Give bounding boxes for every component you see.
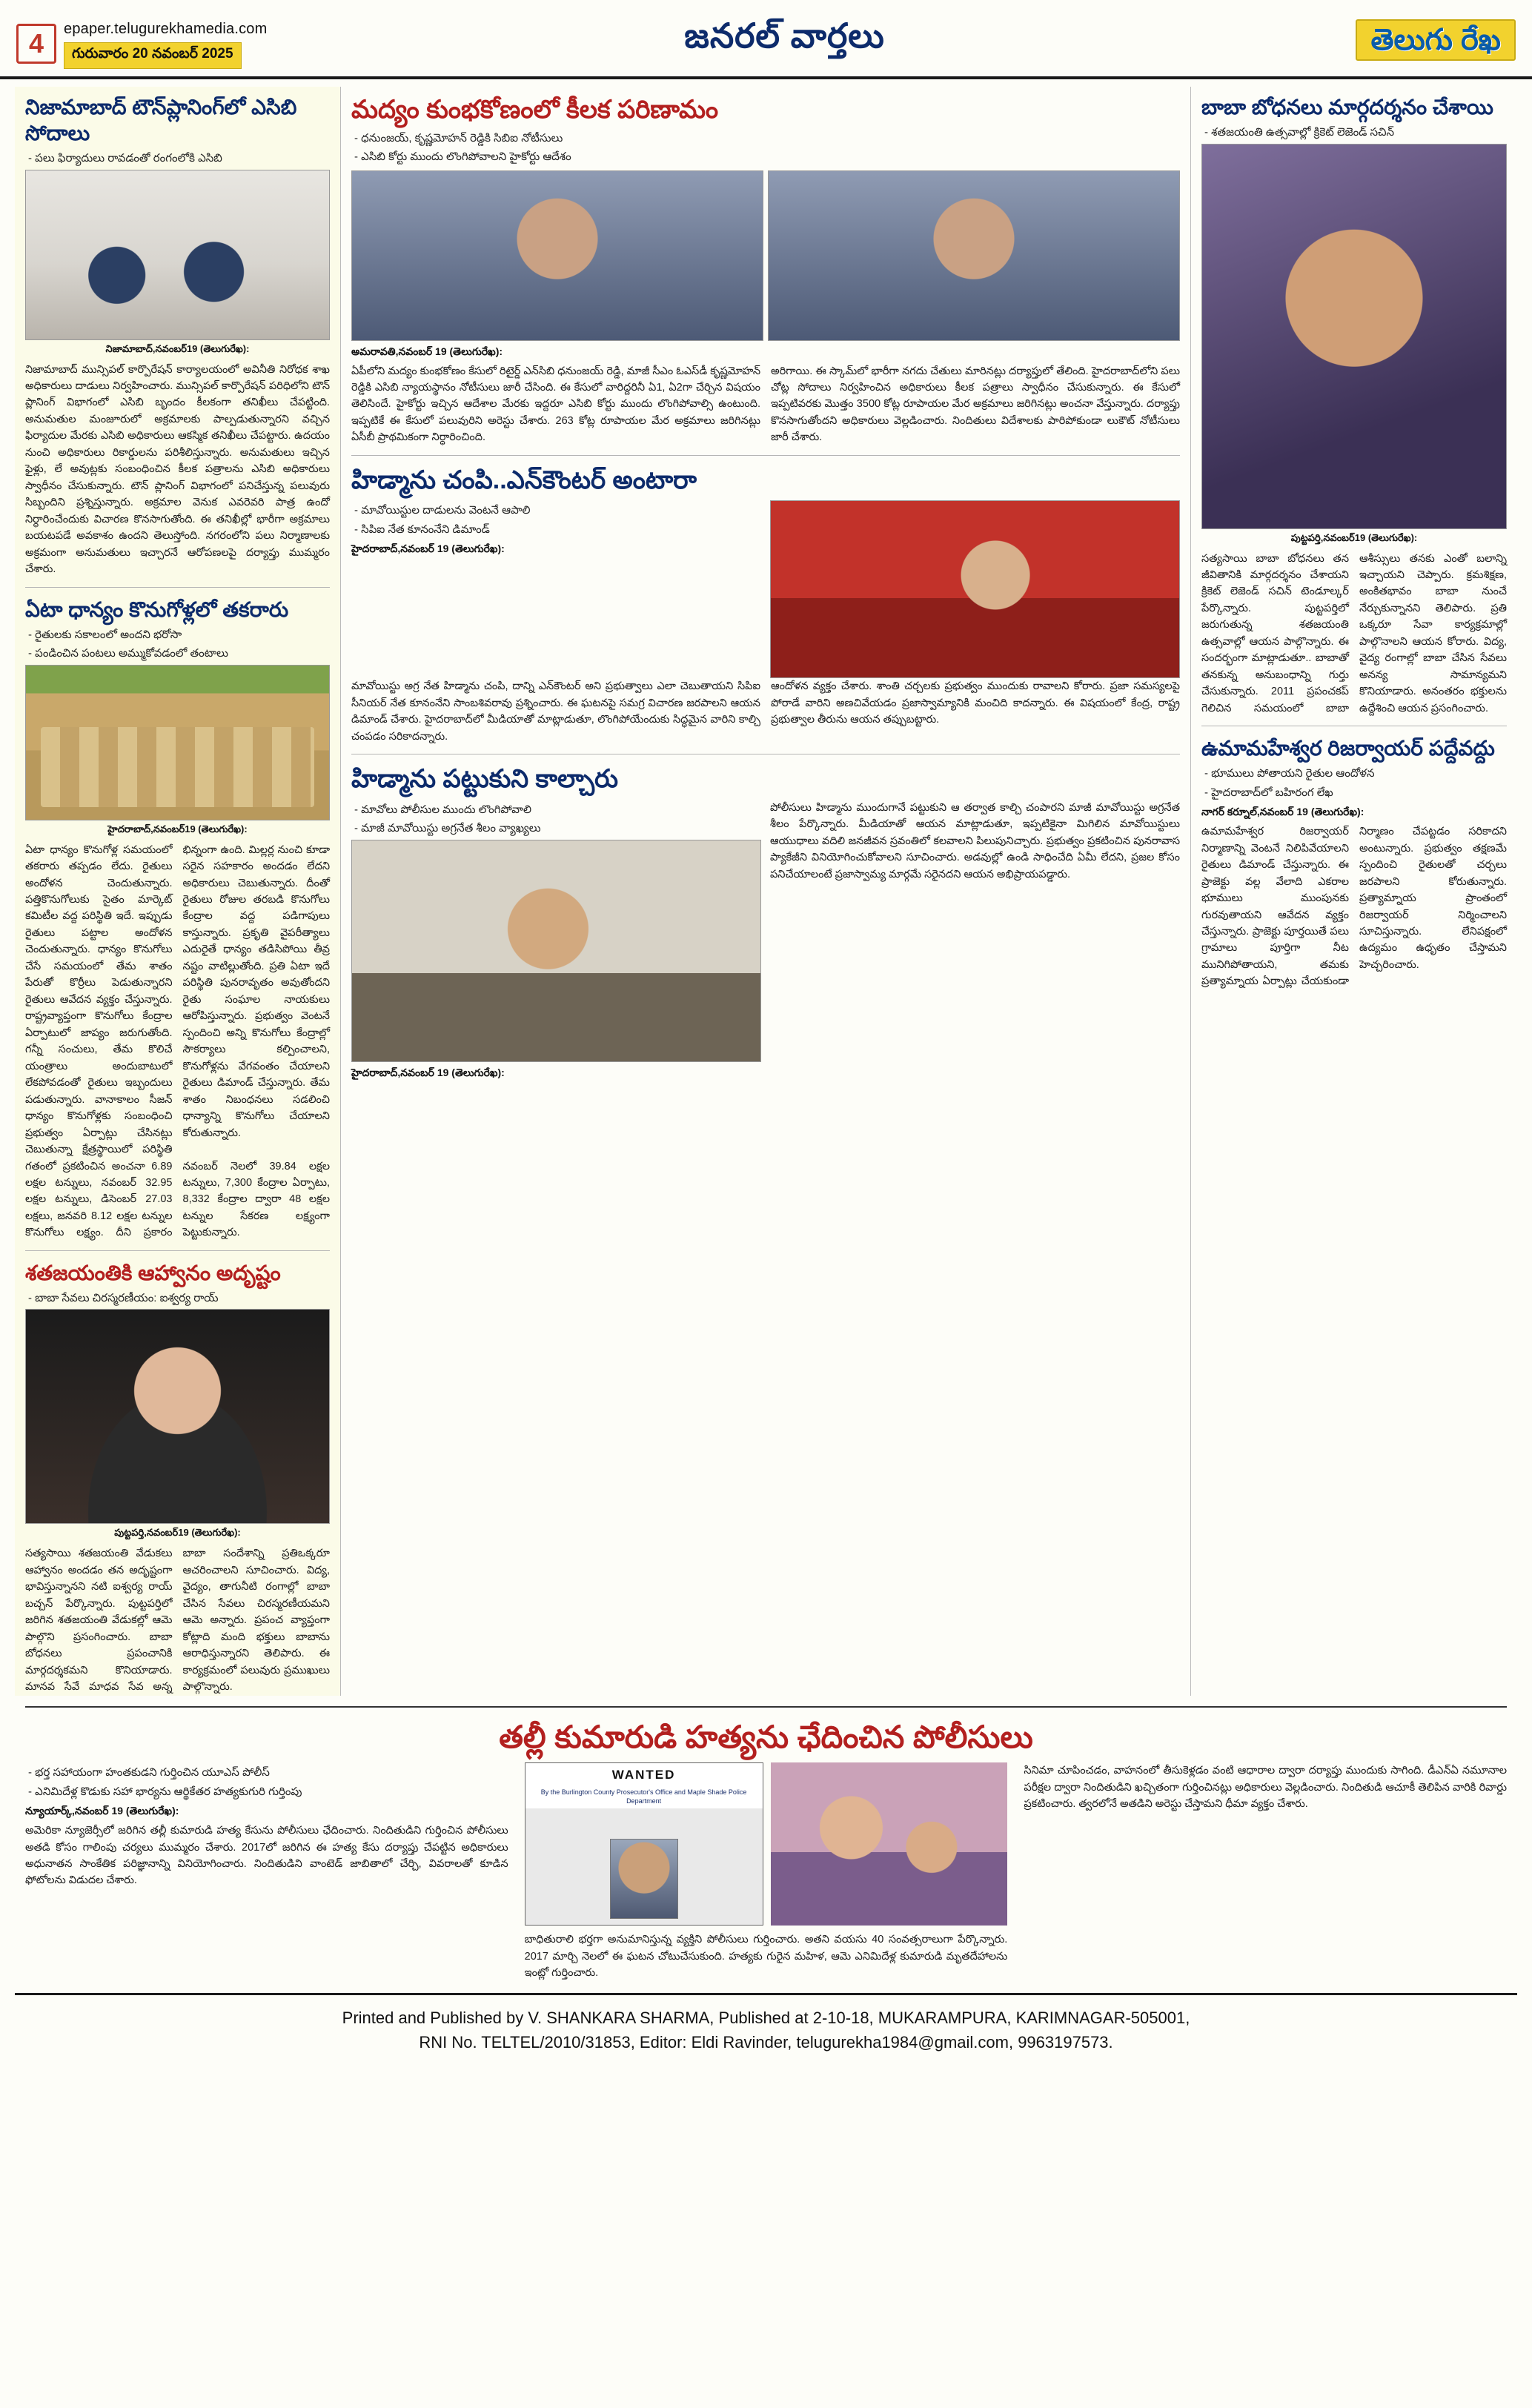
- page-number: 4: [16, 24, 56, 64]
- murder-col-3: [1024, 1762, 1507, 1981]
- article-subhead: - మావోయిస్టుల దాడులను వెంటనే ఆపాలి: [351, 503, 761, 520]
- masthead-center: [372, 10, 1197, 69]
- divider: [25, 1706, 1507, 1708]
- photo-aishwarya-rai: [25, 1309, 330, 1524]
- article-body: నిజామాబాద్ మున్సిపల్ కార్పొరేషన్ కార్యాలయంలో అవినీతి నిరోధక శాఖ అధికారులు దాడులు నిర్వహించారు. మున్సిపల్ కార్పొరేషన్ పరిధిలోని టౌన్ ప్లానింగ్ విభాగంలో ఎసిబి బృందం కీలకంగా తనిఖీలు చేపట్టింది. అనుమతుల మంజూరులో అక్రమాలకు పాల్పడుతున్నారని వచ్చిన ఫిర్యాదుల మేరకు ఎసిబి అధికారులు ఆకస్మిక తనిఖీలు చేపట్టారు. ఉదయం నుంచి అధికారులు రికార్డులను పరిశీలిస్తున్నారు. అనుమతులు ఇచ్చిన ఫైళ్లు, లే అవుట్లకు సంబంధించిన కీలక పత్రాలను ఎసిబి అధికారులు స్వాధీనం చేసుకున్నారు. టౌన్ ప్లానింగ్ విభాగంలో పనిచేస్తున్న పలువురు సిబ్బందిని ప్రశ్నిస్తున్నారు. అక్రమాల వెనుక ఎవరెవరి పాత్ర ఉందో నిర్ధారించేందుకు విచారణ కొనసాగుతోంది. ఈ తనిఖీల్లో భారీగా అక్రమాలు బయటపడే అవకాశం ఉందని తెలుస్తోంది. నగరంలోని పలు నిర్మాణాలకు అక్రమంగా అనుమతులు ఇచ్చారనే ఆరోపణలపై దర్యాప్తు ముమ్మరం చేశారు.: [25, 363, 330, 576]
- article-body: ఉమామహేశ్వర రిజర్వాయర్ నిర్మాణాన్ని వెంటనే నిలిపివేయాలని రైతులు డిమాండ్ చేస్తున్నారు. ఈ ప్రాజెక్టు వల్ల వేలాది ఎకరాల భూములు ముంపునకు గురవుతాయని ఆవేదన వ్యక్తం చేస్తున్నారు. ప్రాజెక్టు పూర్తయితే పలు గ్రామాలు పూర్తిగా నీట మునిగిపోతాయని, తమకు ప్రత్యామ్నాయ ఏర్పాట్లు చేయకుండా నిర్మాణం చేపట్టడం సరికాదని అంటున్నారు. ప్రభుత్వం తక్షణమే స్పందించి రైతులతో చర్చలు జరపాలని కోరుతున్నారు. ప్రత్యామ్నాయ ప్రాంతంలో రిజర్వాయర్ నిర్మించాలని సూచిస్తున్నారు. లేనిపక్షంలో ఉద్యమం ఉధృతం చేస్తామని హెచ్చరించారు.: [1201, 826, 1507, 988]
- photo-caption: పుట్టపర్తి,నవంబర్19 (తెలుగురేఖ):: [1290, 531, 1418, 543]
- article-subhead: - హైదరాబాద్‌లో బహిరంగ లేఖ: [1201, 785, 1507, 802]
- page-content: [0, 79, 1532, 1696]
- article-subhead: - ఎసిబి కోర్టు ముందు లొంగిపోవాలని హైకోర్టు ఆదేశం: [351, 149, 1180, 166]
- article-subhead: - పలు ఫిర్యాదులు రావడంతో రంగంలోకి ఎసిబి: [25, 150, 330, 168]
- article-body: పోలీసులు హిడ్మాను ముందుగానే పట్టుకుని ఆ తర్వాత కాల్చి చంపారని మాజీ మావోయిస్టు అగ్రనేత శీలం పేర్కొన్నారు. మీడియాతో ఆయన మాట్లాడుతూ, ఇప్పటికైనా మిగిలిన మావోయిస్టులు ఆయుధాలు వదిలి జనజీవన స్రవంతిలో కలవాలని పిలుపునిచ్చారు. ప్రభుత్వం ప్రకటించిన పునరావాస ప్యాకేజీని వినియోగించుకోవాలని సూచించారు. అడవుల్లో ఉండి సాధించేది ఏమీ లేదని, ప్రజల కోసం పనిచేయాలంటే ప్రజాస్వామ్య మార్గమే సరైనదని ఆయన అభిప్రాయపడ్డారు.: [770, 801, 1180, 880]
- article-headline: నిజామాబాద్ టౌన్‌ప్లానింగ్‌లో ఎసిబి సోదాలు: [25, 96, 297, 145]
- masthead: [0, 0, 1532, 79]
- article-headline: బాబా బోధనలు మార్గదర్శనం చేశాయి: [1201, 96, 1493, 119]
- article-subhead: - భర్త సహాయంగా హంతకుడని గుర్తించిన యూఎస్ పోలీస్: [25, 1765, 508, 1782]
- article-body-stats: గతంలో ప్రకటించిన అంచనా 6.89 లక్షల టన్నులు, నవంబర్ 32.95 లక్షల టన్నులు, డిసెంబర్ 27.03 లక్షలు, జనవరి 8.12 లక్షల టన్నుల కొనుగోలు లక్ష్యం. దీని ప్రకారం నవంబర్ నెలలో 39.84 లక్షల టన్నులు, 7,300 కేంద్రాల ఏర్పాటు, 8,332 కేంద్రాల ద్వారా 48 లక్షల టన్నుల సేకరణ లక్ష్యంగా పెట్టుకున్నారు.: [25, 1160, 330, 1239]
- article-headline: హిడ్మాను పట్టుకుని కాల్చారు: [351, 765, 619, 794]
- photo-cpi-leader: [770, 500, 1180, 678]
- article-subhead: - ధనుంజయ్, కృష్ణమోహన్ రెడ్డికి సిబిఐ నోటీసులు: [351, 130, 1180, 147]
- publication-logo-text: తెలుగు రేఖ: [1370, 23, 1501, 56]
- photo-paddy-bags: [25, 665, 330, 820]
- article-headline: హిడ్మాను చంపి..ఎన్‌కౌంటర్ అంటారా: [351, 465, 697, 494]
- photo-caption: పుట్టపర్తి,నవంబర్19 (తెలుగురేఖ):: [114, 1527, 241, 1539]
- article-subhead: - మాజీ మావోయిస్టు అగ్రనేత శీలం వ్యాఖ్యలు: [351, 820, 761, 838]
- photo-interview: [351, 840, 761, 1062]
- article-subhead: - భూములు పోతాయని రైతుల ఆందోళన: [1201, 766, 1507, 783]
- photo-sachin-tendulkar: [1201, 144, 1507, 529]
- article-satajayanti-invitation: [25, 1260, 330, 1696]
- article-headline: శతజయంతికి ఆహ్వానం అదృష్టం: [25, 1261, 281, 1284]
- article-dateline: హైదరాబాద్,నవంబర్ 19 (తెలుగురేఖ):: [351, 1066, 505, 1078]
- masthead-left: [16, 10, 365, 69]
- article-uma-reservoir: [1201, 735, 1507, 990]
- article-paddy-procurement: [25, 597, 330, 1241]
- masthead-right: [1204, 10, 1516, 69]
- epaper-website: epaper.telugurekhamedia.com: [64, 21, 268, 37]
- article-liquor-scam: [351, 94, 1180, 446]
- article-body: ఏటా ధాన్యం కొనుగోళ్ల సమయంలో తకరారు తప్పడం లేదు. రైతులు అందోళన చెందుతున్నారు. పత్తికొనుగోలుకు సైతం మార్కెట్ కమిటీల వద్ద పరిస్థితి ఇదే. ఇప్పుడు రైతులు పట్టాల అందోళన చెందుతున్నారు. ధాన్యం కొనుగోలు చేసే సమయంలో తేమ శాతం పేరుతో కొర్రీలు పెడుతున్నారని రైతులు ఆవేదన వ్యక్తం చేస్తున్నారు. రాష్ట్రవ్యాప్తంగా కొనుగోలు కేంద్రాల ఏర్పాటులో జాప్యం జరుగుతోంది. గన్నీ సంచులు, తేమ కొలిచే యంత్రాలు అందుబాటులో లేకపోవడంతో రైతులు ఇబ్బందులు పడుతున్నారు. వానాకాలం సీజన్ ధాన్యం కొనుగోళ్లకు సంబంధించి ప్రభుత్వం ఏర్పాట్లు చేసినట్లు చెబుతున్నా క్షేత్రస్థాయిలో పరిస్థితి భిన్నంగా ఉంది. మిల్లర్ల నుంచి కూడా సరైన సహకారం అందడం లేదని అధికారులు చెబుతున్నారు. దీంతో రైతులు రోజుల తరబడి కొనుగోలు కేంద్రాల వద్ద పడిగాపులు కాస్తున్నారు. ప్రకృతి వైపరీత్యాలు ఎదురైతే ధాన్యం తడిసిపోయి తీవ్ర నష్టం వాటిల్లుతోంది. ప్రతి ఏటా ఇదే పరిస్థితి పునరావృతం అవుతోందని రైతు సంఘాల నాయకులు ఆరోపిస్తున్నారు. ప్రభుత్వం వెంటనే స్పందించి అన్ని కొనుగోలు కేంద్రాల్లో సౌకర్యాలు కల్పించాలని, కొనుగోళ్లను వేగవంతం చేయాలని రైతులు డిమాండ్ చేస్తున్నారు. తేమ శాతం నిబంధనలు సడలించి ధాన్యాన్ని కొనుగోలు చేయాలని కోరుతున్నారు.: [25, 843, 330, 1156]
- divider: [351, 455, 1180, 456]
- article-dateline: న్యూయార్క్,నవంబర్ 19 (తెలుగురేఖ):: [25, 1805, 179, 1817]
- article-headline: ఏటా ధాన్యం కొనుగోళ్లలో తకరారు: [25, 597, 289, 621]
- photo-victims-family: [771, 1762, 1008, 1926]
- article-body-part1: అమెరికా న్యూజెర్సీలో జరిగిన తల్లీ కుమారుడి హత్య కేసును పోలీసులు ఛేదించారు. నిందితుడిని గుర్తించిన పోలీసులు అతడి కోసం గాలింపు చర్యలు ముమ్మరం చేశారు. 2017లో జరిగిన ఈ హత్య కేసు దర్యాప్తు చేపట్టిన అధికారులు అధునాతన సాంకేతిక పరిజ్ఞానాన్ని వినియోగించారు. నిందితుడిని వాంటెడ్ జాబితాలో చేర్చి, వివరాలతో కూడిన ఫోటోలను విడుదల చేశారు.: [25, 1825, 508, 1887]
- article-body-part3: సినిమా చూపించడం, వాహనంలో తీసుకెళ్లడం వంటి ఆధారాల ద్వారా దర్యాప్తు ముందుకు సాగింది. డీఎన్ఏ నమూనాల పరీక్షల ద్వారా నిందితుడిని ఖచ్చితంగా గుర్తించినట్లు అధికారులు వెల్లడించారు. నిందితుడి ఆచూకీ తెలిపిన వారికి రివార్డు ప్రకటించారు. త్వరలోనే అతడిని అరెస్టు చేస్తామని ధీమా వ్యక్తం చేశారు.: [1024, 1765, 1507, 1810]
- divider: [25, 1250, 330, 1251]
- photo-caption: నిజామాబాద్,నవంబర్19 (తెలుగురేఖ):: [105, 342, 250, 354]
- article-dateline: నాగర్ కర్నూల్,నవంబర్ 19 (తెలుగురేఖ):: [1201, 806, 1364, 818]
- photo-wanted-poster: [525, 1762, 763, 1926]
- wanted-poster-subtitle: By the Burlington County Prosecutor's Office and Maple Shade Police Department: [540, 1788, 747, 1805]
- photo-accused-pair: [351, 170, 1180, 341]
- section-title: జనరల్ వార్తలు: [684, 16, 885, 55]
- article-hidma-encounter: [351, 465, 1180, 745]
- right-column: [1191, 87, 1517, 1696]
- article-body: సత్యసాయి శతజయంతి వేడుకలు ఆహ్వానం అందడం తన అదృష్టంగా భావిస్తున్నానని నటి ఐశ్వర్య రాయ్ బచ్చన్ పేర్కొన్నారు. పుట్టపర్తిలో జరిగిన శతజయంతి వేడుకల్లో ఆమె పాల్గొని ప్రసంగించారు. బాబా బోధనలు ప్రపంచానికి మార్గదర్శకమని కొనియాడారు. మానవ సేవే మాధవ సేవ అన్న బాబా సందేశాన్ని ప్రతిఒక్కరూ ఆచరించాలని సూచించారు. విద్య, వైద్యం, తాగునీటి రంగాల్లో బాబా చేసిన సేవలు చిరస్మరణీయమని ఆమె అన్నారు. ప్రపంచ వ్యాప్తంగా కోట్లాది మంది భక్తులు బాబాను ఆరాధిస్తున్నారని తెలిపారు. ఈ కార్యక్రమంలో పలువురు ప్రముఖులు పాల్గొన్నారు.: [25, 1548, 330, 1694]
- photo-row-accused: [351, 170, 1180, 341]
- article-headline: తల్లీ కుమారుడి హత్యను ఛేదించిన పోలీసులు: [499, 1719, 1033, 1754]
- publication-logo: [1356, 19, 1516, 61]
- article-subhead: - రైతులకు సకాలంలో అందని భరోసా: [25, 627, 330, 644]
- left-column: [15, 87, 341, 1696]
- article-dateline: అమరావతి,నవంబర్ 19 (తెలుగురేఖ):: [351, 345, 503, 357]
- photo-acb-raid: [25, 170, 330, 340]
- article-nizamabad-acb: [25, 94, 330, 578]
- divider: [25, 587, 330, 588]
- article-subhead: - బాబా సేవలు చిరస్మరణీయం: ఐశ్వర్య రాయ్: [25, 1290, 330, 1307]
- article-subhead: - సిపిఐ నేత కూనంనేని డిమాండ్: [351, 522, 761, 539]
- article-headline: మద్యం కుంభకోణంలో కీలక పరిణామం: [351, 96, 719, 124]
- article-body-part2: బాధితురాలి భర్తగా అనుమానిస్తున్న వ్యక్తిని పోలీసులు గుర్తించారు. అతని వయసు 40 సంవత్సరాలుగా పేర్కొన్నారు. 2017 మార్చి నెలలో ఈ ఘటన చోటుచేసుకుంది. హత్యకు గురైన మహిళ, ఆమె ఎనిమిదేళ్ల కుమారుడి మృతదేహాలను ఇంట్లో గుర్తించారు.: [524, 1934, 1008, 1979]
- issue-date: గురువారం 20 నవంబర్ 2025: [64, 42, 242, 69]
- article-body-part1: మావోయిస్టు అగ్ర నేత హిడ్మాను చంపి, దాన్ని ఎన్‌కౌంటర్ అని ప్రభుత్వాలు ఎలా చెబుతాయని సిపిఐ సీనియర్ నేత కూనంనేని సాంబశివరావు ప్రశ్నించారు. ఈ ఘటనపై సమగ్ర విచారణ జరపాలని ఆయన డిమాండ్ చేశారు. హైదరాబాద్‌లో మీడియాతో మాట్లాడుతూ, లొంగిపోయేందుకు సిద్ధమైన వారిని కాల్చి చంపడం సరికాదన్నారు.: [351, 680, 760, 743]
- article-subhead: - పండించిన పంటలు అమ్ముకోవడంలో తంటాలు: [25, 646, 330, 663]
- photo-caption: హైదరాబాద్,నవంబర్19 (తెలుగురేఖ):: [107, 823, 248, 835]
- wanted-suspect-photo: [610, 1839, 678, 1919]
- murder-col-2: [525, 1762, 1008, 1981]
- article-hidma-caught: [351, 763, 1180, 1084]
- footer-line-2: RNI No. TELTEL/2010/31853, Editor: Eldi Ravinder, telugurekha1984@gmail.com, 9963197573.: [419, 2033, 1113, 2052]
- article-body-part2: ఆందోళన వ్యక్తం చేశారు. శాంతి చర్చలకు ప్రభుత్వం ముందుకు రావాలని కోరారు. ప్రజా సమస్యలపై పోరాడే వారిని అణచివేయడం ప్రజాస్వామ్యానికి మంచిది కాదన్నారు. ఈ విషయంలో కేంద్ర, రాష్ట్ర ప్రభుత్వాల తీరును ఆయన తప్పుబట్టారు.: [771, 680, 1180, 726]
- footer-line-1: Printed and Published by V. SHANKARA SHARMA, Published at 2-10-18, MUKARAMPURA, KARIMNAGAR-505001,: [342, 2009, 1190, 2028]
- article-dateline: హైదరాబాద్,నవంబర్ 19 (తెలుగురేఖ):: [351, 543, 505, 555]
- article-murder-solved: [0, 1706, 1532, 1982]
- article-body-part1: ఏపీలోని మద్యం కుంభకోణం కేసులో రిటైర్డ్ ఎన్‌సిబి ధనుంజయ్ రెడ్డి, మాజీ సీఎం ఓఎస్‌డీ కృష్ణమోహన్ రెడ్డికి ఎసిబి న్యాయస్థానం నోటీసులు జారీ చేసింది. ఈ కేసులో వారిద్దరినీ ఏ1, ఏ2గా చేర్చిన విషయం తెలిసిందే. హైకోర్టు ఇచ్చిన ఆదేశాల మేరకు ఇద్దరూ ఎసిబి కోర్టు ముందు లొంగిపోవాల్సి ఉంటుంది. ఇప్పటికే ఈ కేసులో పలువురిని అరెస్టు చేశారు. 263 కోట్ల రూపాయల మేర అక్రమాలు జరిగినట్లు ఏసీబీ ప్రాథమికంగా నిర్ధారించింది.: [351, 365, 760, 444]
- article-subhead: - శతజయంతి ఉత్సవాల్లో క్రికెట్ లెజెండ్ సచిన్: [1201, 125, 1507, 142]
- middle-column: [341, 87, 1191, 1696]
- article-baba-teachings: [1201, 94, 1507, 717]
- article-subhead: - ఎనిమిదేళ్ల కొడుకు సహా భార్యను ఆర్థికేతర హత్యకుగురి గుర్తింపు: [25, 1784, 508, 1801]
- article-body: సత్యసాయి బాబా బోధనలు తన జీవితానికి మార్గదర్శనం చేశాయని క్రికెట్ లెజెండ్ సచిన్ టెండూల్కర్ పేర్కొన్నారు. పుట్టపర్తిలో జరుగుతున్న శతజయంతి ఉత్సవాల్లో ఆయన పాల్గొన్నారు. ఈ సందర్భంగా మాట్లాడుతూ.. బాబాతో తనకున్న అనుబంధాన్ని గుర్తు చేసుకున్నారు. 2011 ప్రపంచకప్ గెలిచిన సమయంలో బాబా ఆశీస్సులు తనకు ఎంతో బలాన్ని ఇచ్చాయని చెప్పారు. క్రమశిక్షణ, అంకితభావం బాబా నుంచే నేర్చుకున్నానని తెలిపారు. ప్రతి ఒక్కరూ సేవా కార్యక్రమాల్లో పాల్గొనాలని ఆయన కోరారు. విద్య, వైద్య రంగాల్లో బాబా చేసిన సేవలు అనన్య సామాన్యమని కొనియాడారు. అనంతరం భక్తులను ఉద్దేశించి ఆయన ప్రసంగించారు.: [1201, 552, 1507, 714]
- page-footer: [15, 1993, 1517, 2068]
- article-headline: ఉమామహేశ్వర రిజర్వాయర్ పద్దేవద్దు: [1201, 737, 1495, 760]
- wanted-poster-title: WANTED: [611, 1768, 676, 1782]
- article-body-part2: అరిగాయి. ఈ స్కామ్‌లో భారీగా నగదు చేతులు మారినట్లు దర్యాప్తులో తేలింది. హైదరాబాద్‌లోని పలు చోట్ల సోదాలు నిర్వహించిన అధికారులు కీలక పత్రాలు స్వాధీనం చేసుకున్నారు. ఈ కేసులో ఇప్పటివరకు మొత్తం 3500 కోట్ల రూపాయల మేర అక్రమాలు జరిగినట్లు అంచనా వేస్తున్నారు. దర్యాప్తు కొనసాగుతోందని అధికారులు వెల్లడించారు. నిందితులు విదేశాలకు పారిపోకుండా లుకౌట్ నోటీసులు జారీ చేశారు.: [771, 365, 1180, 444]
- murder-col-1: [25, 1762, 508, 1981]
- article-subhead: - మావోలు పోలీసుల ముందు లొంగిపోవాలి: [351, 802, 761, 819]
